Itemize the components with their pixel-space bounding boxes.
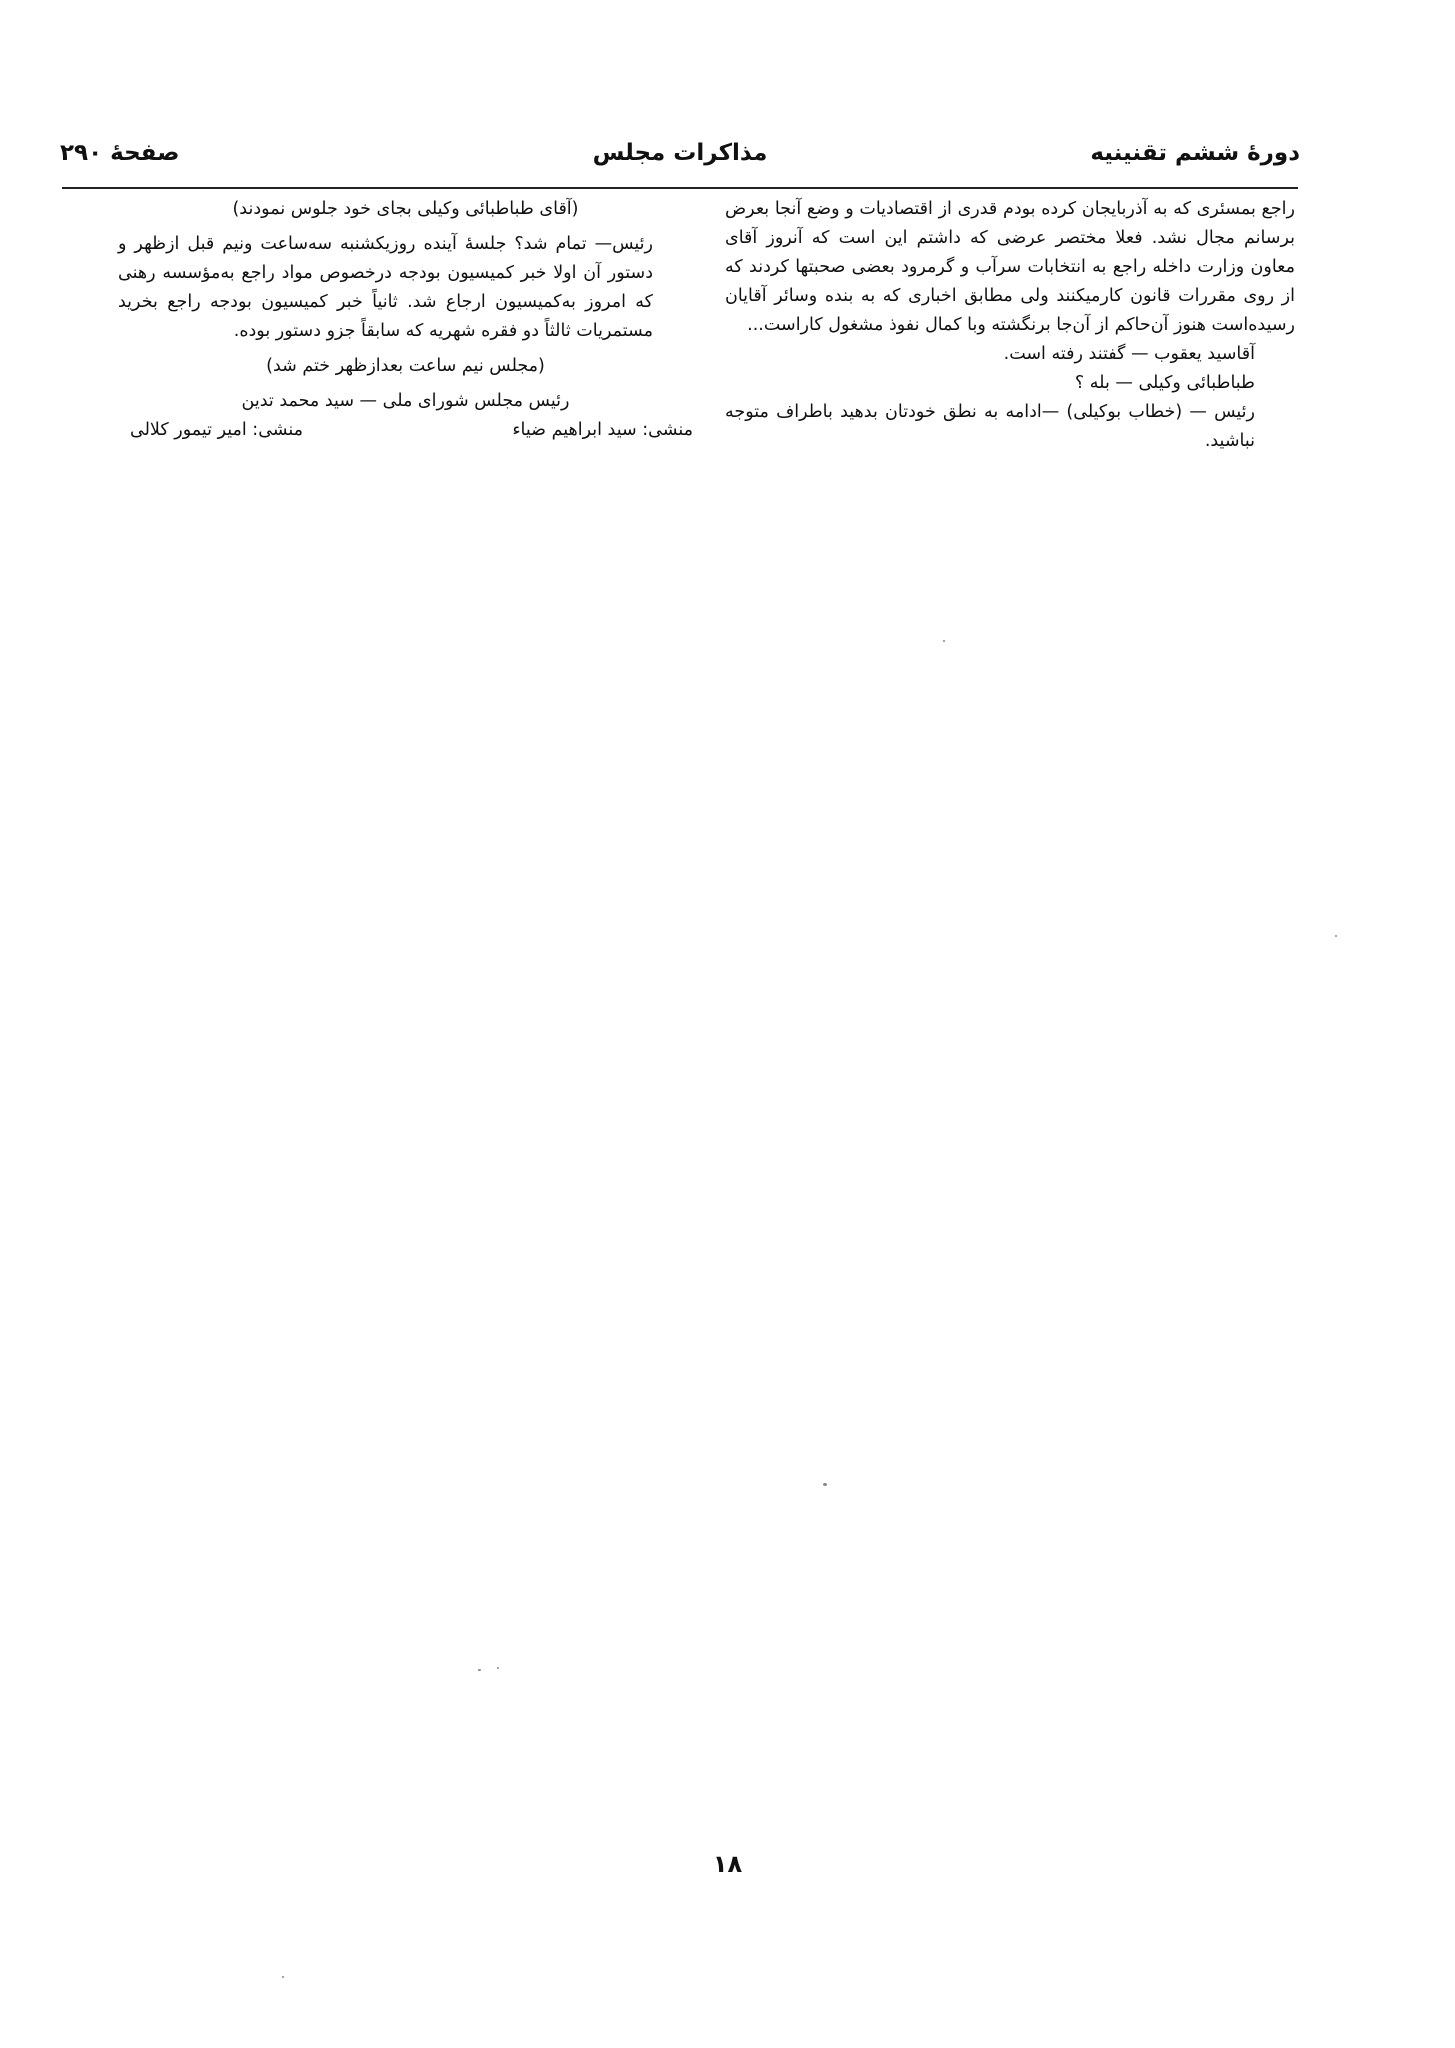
stage-note-seated: (آقای طباطبائی وکیلی بجای خود جلوس نمودند) — [232, 199, 579, 219]
scan-speck — [282, 1976, 284, 1978]
speech-paragraph: راجع بمسئری که به آذربایجان کرده بودم قدری از اقتصادیات و وضع آنجا بعرض برسانم مجال نشد. فعلا مختصر عرضی که داشتم این است که آنروز آقای معاون وزارت داخله راجع به انتخابات سرآب و گرمرود بعضی صحبتها کردند که از روی مقررات قانون کارمیکنند ولی مطابق اخباری که به بنده وسائر آقایان رسیده‌است هنوز آن‌حاکم از آن‌جا برنگشته وبا کمال نفوذ مشغول کاراست... — [725, 199, 1295, 335]
left-column — [118, 195, 693, 445]
interjection-vakili: طباطبائی وکیلی — بله ؟ — [1074, 373, 1255, 393]
page-header — [60, 140, 1300, 176]
scan-speck — [823, 1483, 827, 1486]
header-rule — [62, 187, 1298, 189]
header-session-title: دورهٔ ششم تقنینیه — [1090, 140, 1300, 166]
scan-speck — [943, 640, 945, 642]
president-signature: رئیس مجلس شورای ملی — سید محمد تدین — [241, 391, 570, 411]
scan-speck — [1335, 935, 1337, 937]
header-page-label: صفحهٔ ۲۹۰ — [60, 140, 180, 166]
stage-note-adjourned: (مجلس نیم ساعت بعدازظهر ختم شد) — [266, 356, 545, 376]
scan-speck — [478, 1669, 481, 1671]
president-remark: رئیس — (خطاب بوکیلی) —ادامه به نطق خودتان بدهید باطراف متوجه نباشید. — [725, 402, 1255, 451]
president-agenda-paragraph: رئیس— تمام شد؟ جلسهٔ آینده روزیکشنبه سه‌ساعت ونیم قبل ازظهر و دستور آن اولا خبر کمیسیون بودجه درخصوص مواد راجع به‌مؤسسه رهنی که امروز به‌کمیسیون ارجاع شد. ثانیاً خبر کمیسیون بودجه راجع بخرید مستمریات ثالثاً دو فقره شهریه که سابقاً جزو دستور بوده. — [118, 234, 653, 341]
interjection-yaqub: آقاسید یعقوب — گفتند رفته است. — [1003, 344, 1255, 364]
secretaries-signatures — [118, 416, 693, 445]
secretary-signature-2: منشی: امیر تیمور کلالی — [130, 420, 304, 440]
page-number: ۱۸ — [712, 1850, 743, 1878]
right-column — [725, 195, 1295, 456]
header-publication-title: مذاکرات مجلس — [592, 140, 768, 166]
secretary-signature-1: منشی: سید ابراهیم ضیاء — [512, 420, 693, 440]
scan-speck — [497, 1667, 499, 1669]
